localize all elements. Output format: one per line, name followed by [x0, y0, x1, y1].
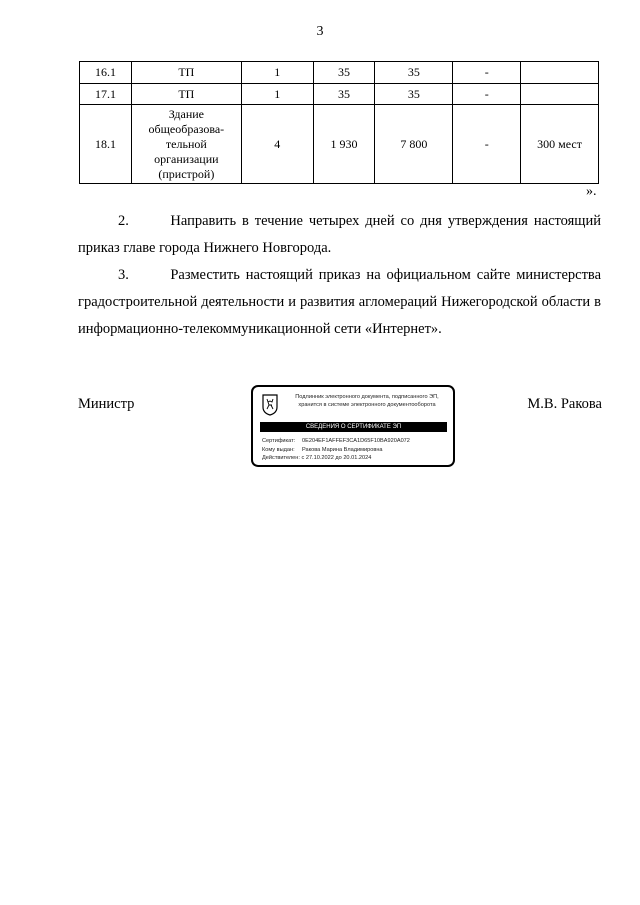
table-cell: ТП	[131, 62, 241, 84]
table-cell: -	[453, 62, 521, 84]
table-cell: -	[453, 84, 521, 105]
table-cell: 35	[375, 62, 453, 84]
table-cell: 35	[375, 84, 453, 105]
facilities-table	[79, 61, 599, 184]
table-cell: 1	[241, 62, 313, 84]
building-line: (пристрой)	[158, 166, 215, 181]
building-line: организации	[154, 151, 219, 166]
table-row	[80, 105, 599, 184]
table-cell: ТП	[131, 84, 241, 105]
table-row	[80, 62, 599, 84]
stamp-details	[262, 437, 410, 463]
table-cell: 1	[241, 84, 313, 105]
table-cell: 35	[313, 84, 375, 105]
table-cell: -	[453, 105, 521, 184]
coat-of-arms-deer-icon	[262, 394, 278, 416]
table-cell: 17.1	[80, 84, 132, 105]
paragraph-3	[78, 262, 601, 343]
table-row	[80, 84, 599, 105]
building-line: Здание	[168, 106, 205, 121]
building-line: тельной	[165, 136, 207, 151]
stamp-title: СВЕДЕНИЯ О СЕРТИФИКАТЕ ЭП	[260, 422, 447, 432]
stamp-header: Подлинник электронного документа, подписанного ЭП, хранится в системе электронного документооборота	[295, 394, 439, 408]
valid-value: с 27.10.2022 до 20.01.2024	[301, 455, 372, 461]
table-cell	[521, 84, 599, 105]
table-cell	[521, 62, 599, 84]
owner-label: Кому выдан:	[262, 446, 295, 453]
table-cell-building	[131, 105, 241, 184]
closing-quote: ».	[586, 184, 597, 199]
table-cell: 35	[313, 62, 375, 84]
building-line: общеобразова-	[148, 121, 225, 136]
paragraph-2	[78, 208, 601, 262]
certificate-label: Сертификат:	[262, 438, 296, 444]
paragraph-text: Разместить настоящий приказ на официальном сайте министерства градостроительной деятельности и развития агломераций Нижегородской области в информационно-телекоммуникационной сети «Интернет».	[78, 267, 601, 337]
paragraph-number: 3.	[118, 267, 129, 283]
valid-label: Действителен:	[262, 455, 300, 461]
table-cell: 300 мест	[521, 105, 599, 184]
table-cell: 16.1	[80, 62, 132, 84]
owner-value: Ракова Марина Владимировна	[302, 446, 383, 453]
paragraph-number: 2.	[118, 213, 129, 229]
table-cell: 7 800	[375, 105, 453, 184]
table-cell: 4	[241, 105, 313, 184]
certificate-value: 0E204EF1AFFEF3CA1D65F10BA920A072	[302, 438, 410, 444]
table-cell: 1 930	[313, 105, 375, 184]
signer-position: Министр	[78, 396, 135, 412]
page-number: 3	[316, 24, 324, 39]
signer-name: М.В. Ракова	[527, 396, 602, 412]
table-cell: 18.1	[80, 105, 132, 184]
electronic-signature-stamp	[251, 385, 455, 467]
paragraph-text: Направить в течение четырех дней со дня утверждения настоящий приказ главе города Нижнего Новгорода.	[78, 213, 601, 256]
